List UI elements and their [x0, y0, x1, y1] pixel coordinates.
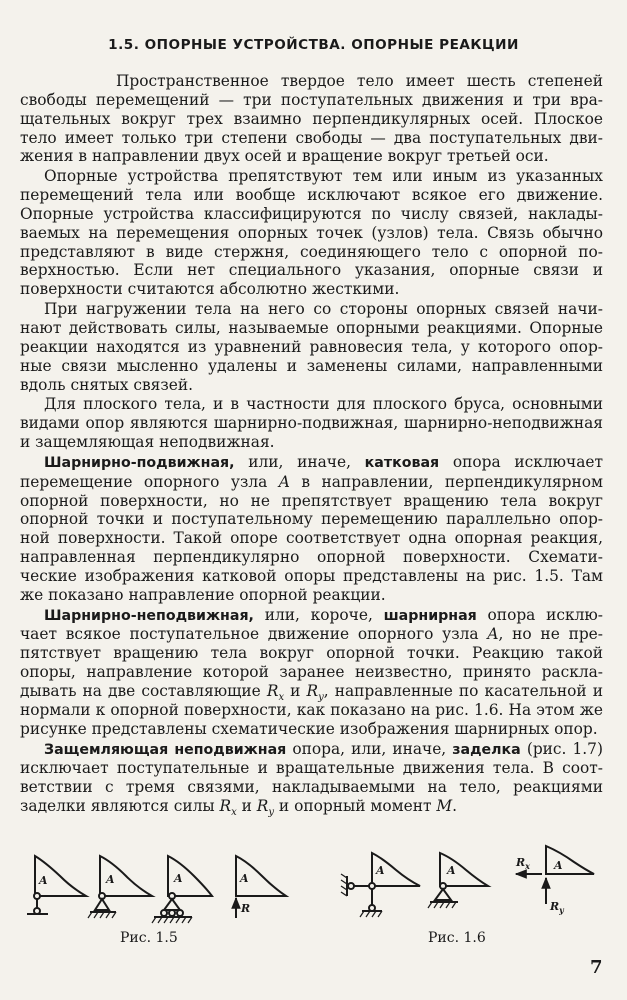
paragraph-3: При нагружении тела на него со стороны опорных связей начинают действовать силы, называемые опорными реакциями. Опорные реакции находятся из уравнений равновесия тела, у которого опорные связи мысленно удалены и заменены силами, направленными вдоль снятых связей.: [20, 300, 603, 394]
paragraph-2: Опорные устройства препятствуют тем или иным из указанных перемещений тела или вообще исключают всякое его движение. Опорные устройства классифицируются по числу связей, накладываемых на перемещения опорных точек (узлов) тела. Связь обычно представляют в виде стержня, соединяющего тело с опорной поверхностью. Если нет специального указания, опорные связи и поверхности считаются абсолютно жесткими.: [20, 167, 603, 299]
section-title: 1.5. ОПОРНЫЕ УСТРОЙСТВА. ОПОРНЫЕ РЕАКЦИИ: [108, 37, 519, 53]
paragraph-5: Шарнирно-подвижная, или, иначе, катковая опора исключает перемещение опорного узла A в направлении, перпендикулярном опорной поверхности, но не препятствует вращению тела вокруг опорной точки и поступательному перемещению параллельно опорной поверхности. Такой опоре соответствует одна опорная реакция, направленная перпендикулярно опорной поверхности. Схематические изображения катковой опоры представлены на рис. 1.5. Там же показано направление опорной реакции.: [20, 452, 604, 604]
paragraph-6: Шарнирно-неподвижная, или, короче, шарнирная опора исключает всякое поступательное движение опорного узла A, но не препятствует вращению тела вокруг опорной точки. Реакцию такой опоры, направление которой заранее неизвестно, принято раскладывать на две составляющие $R_x$ и $R_y$, направленные по касательной и нормали к опорной поверхности, как показано на рис. 1.6. На этом же рисунке представлены схематические изображения шарнирных опор.: [20, 605, 603, 738]
node-label: A: [174, 872, 183, 885]
paragraph-4: Для плоского тела, и в частности для плоского бруса, основными видами опор являются шарнирно-подвижная, шарнирно-неподвижная и защемляющая неподвижная.: [20, 395, 603, 452]
figure-supports: [0, 840, 627, 965]
roller-reaction: [236, 856, 286, 918]
term-fixed-end: заделка: [452, 741, 521, 758]
hinged-reactions: [515, 846, 594, 915]
body-text: [20, 72, 604, 819]
caption-fig-1-6: Рис. 1.6: [428, 930, 486, 946]
roller-support-b: [88, 856, 152, 918]
node-label: A: [240, 872, 249, 885]
roller-support-c: [152, 856, 212, 923]
term-hinged: шарнирная: [383, 607, 477, 624]
paragraph-1: Пространственное твердое тело имеет шесть степеней свободы перемещений — три поступательных движения и три вращательных вокруг трех взаимно перпендикулярных осей. Плоское тело имеет только три степени свободы — два поступательных движения в направлении двух осей и вращение вокруг третьей оси.: [20, 72, 603, 166]
roller-support-a: [27, 856, 86, 914]
node-label: A: [447, 864, 456, 877]
reaction-rx-label: $R_x$: [516, 856, 530, 871]
hinged-support-b: [428, 853, 488, 908]
term-roller: катковая: [364, 454, 440, 471]
term-clamped: Защемляющая неподвижная: [44, 741, 287, 758]
node-label: A: [554, 859, 563, 872]
node-label: A: [376, 864, 385, 877]
reaction-label: R: [241, 902, 251, 915]
hinged-support-a: [341, 853, 420, 917]
term-sliding-hinge: Шарнирно-подвижная,: [44, 454, 235, 471]
node-label: A: [39, 874, 48, 887]
reaction-ry-label: $R_y$: [550, 900, 564, 915]
hinge-top: [34, 893, 40, 899]
paragraph-7: Защемляющая неподвижная опора, или, иначе, заделка (рис. 1.7) исключает поступательные и вращательные движения тела. В соответствии с тремя связями, накладываемыми на тело, реакциями заделки являются силы $R_x$ и $R_y$ и опорный момент M.: [20, 739, 603, 819]
term-fixed-hinge: Шарнирно-неподвижная,: [44, 607, 254, 624]
page-number: 7: [590, 957, 603, 978]
node-label: A: [106, 873, 115, 886]
caption-fig-1-5: Рис. 1.5: [120, 930, 178, 946]
